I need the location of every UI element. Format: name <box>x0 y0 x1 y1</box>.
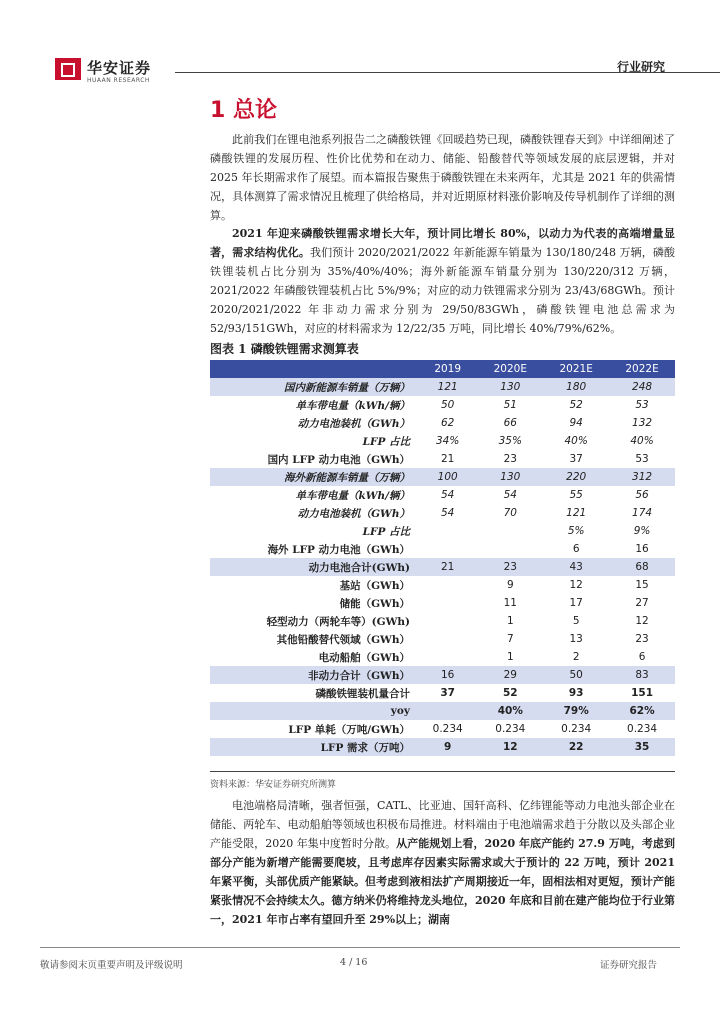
table-row <box>210 522 675 540</box>
table-cell: 37 <box>569 453 583 465</box>
company-logo-icon <box>55 58 81 80</box>
table-row <box>210 594 675 612</box>
table-cell: 43 <box>543 558 609 576</box>
table-row <box>210 720 675 738</box>
table-cell: 79% <box>543 702 609 720</box>
table-cell: 93 <box>568 687 584 699</box>
table-cell: 40% <box>630 435 654 447</box>
table-header-cell <box>210 360 418 378</box>
table-cell: 7 <box>506 633 514 645</box>
table-cell <box>418 612 477 630</box>
row-label: 海外新能源车销量（万辆） <box>210 468 418 486</box>
table-row <box>210 540 675 558</box>
table-cell: 62% <box>609 702 675 720</box>
table-cell: 53 <box>635 399 649 411</box>
row-label: 动力电池合计(GWh) <box>210 558 418 576</box>
table-cell: 0.234 <box>627 723 658 735</box>
table-cell: 83 <box>609 666 675 684</box>
row-label: 电动船舶（GWh） <box>318 651 410 664</box>
page-number: 4 / 16 <box>340 957 368 968</box>
table-cell: 0.234 <box>432 723 463 735</box>
table-row <box>210 738 675 756</box>
table-cell: 40% <box>564 435 588 447</box>
table-row <box>210 432 675 450</box>
table-header-row <box>210 360 675 378</box>
row-label: 非动力合计（GWh） <box>210 666 418 684</box>
table-cell: 54 <box>440 489 455 501</box>
paragraph-demand-lead: 2021 年迎来磷酸铁锂需求增长大年，预计同比增长 80%，以动力为代表的高端增量显著，需求结构优化。 <box>210 227 675 259</box>
table-cell: 50 <box>440 399 455 411</box>
paragraph-supply-lead: 从产能规划上看，2020 年底产能约 27.9 万吨，考虑到部分产能为新增产能需要爬坡，且考虑库存因素实际需求或大于预计的 22 万吨，预计 2021 年紧平衡，头部优质产能紧缺。但考虑到液相法扩产周期接近一年，固相法相对更短，预计产能紧张情况不会持续太久。德方纳米仍将维持龙头地位，2020 年底和目前在建产能均位于行业第一，2021 年市占率有望回升至 29%以上；湖南 <box>210 837 675 926</box>
table-row <box>210 630 675 648</box>
row-label: LFP 占比 <box>362 525 410 538</box>
table-row <box>210 450 675 468</box>
table-row <box>210 666 675 684</box>
table-cell: 220 <box>543 468 609 486</box>
table-cell: 1 <box>506 615 514 627</box>
table-cell: 68 <box>609 558 675 576</box>
table-cell: 248 <box>609 378 675 396</box>
page-header <box>55 58 665 88</box>
table-row <box>210 504 675 522</box>
footer-divider <box>40 947 680 948</box>
table-cell: 23 <box>503 453 517 465</box>
table-cell: 56 <box>635 489 649 501</box>
table-header-cell: 2021E <box>543 360 609 378</box>
table-cell: 54 <box>440 507 455 519</box>
table-bottom-rule <box>210 771 675 772</box>
table-cell: 13 <box>569 633 583 645</box>
row-label: 国内 LFP 动力电池（GWh） <box>267 453 410 466</box>
row-label: 储能（GWh） <box>339 597 410 610</box>
table-cell: 9 <box>418 738 477 756</box>
table-cell: 62 <box>440 417 455 429</box>
table-cell: 9 <box>506 579 514 591</box>
table-cell: 17 <box>569 597 583 609</box>
table-cell: 22 <box>543 738 609 756</box>
table-cell: 312 <box>609 468 675 486</box>
table-cell <box>418 648 477 666</box>
table-cell <box>418 522 477 540</box>
table-cell: 9% <box>633 525 651 537</box>
table-cell: 12 <box>635 615 649 627</box>
row-label: LFP 单耗（万吨/GWh） <box>288 723 410 736</box>
logo-text: 华安证券 <box>87 59 152 77</box>
table-cell: 51 <box>503 399 517 411</box>
table-cell: 70 <box>503 507 517 519</box>
table-header-cell: 2019 <box>418 360 477 378</box>
table-cell: 16 <box>635 543 649 555</box>
row-label: yoy <box>210 702 418 720</box>
table-cell: 15 <box>635 579 649 591</box>
paragraph-supply <box>210 796 675 929</box>
row-label: 其他铅酸替代领域（GWh） <box>276 633 410 646</box>
table-row <box>210 396 675 414</box>
table-cell <box>477 540 543 558</box>
table-cell: 12 <box>477 738 543 756</box>
table-cell: 54 <box>503 489 517 501</box>
table-cell: 29 <box>477 666 543 684</box>
paragraph-intro: 此前我们在锂电池系列报告二之磷酸铁锂《回暖趋势已现，磷酸铁锂春天到》中详细阐述了磷酸铁锂的发展历程、性价比优势和在动力、储能、铅酸替代等领域发展的底层逻辑，并对 2025 年长期需求作了展望。而本篇报告聚焦于磷酸铁锂在未来两年，尤其是 2021 年的供需情况，具体测算了需求情况且梳理了供给格局，并对近期原材料涨价影响及传导机制作了详细的测算。 <box>210 133 675 222</box>
table-cell: 27 <box>635 597 649 609</box>
row-label: 单车带电量（kWh/辆） <box>295 489 410 502</box>
table-cell: 66 <box>503 417 517 429</box>
footer-report-type: 证券研究报告 <box>600 960 658 971</box>
table-cell <box>418 702 477 720</box>
table-cell: 23 <box>477 558 543 576</box>
row-label: LFP 占比 <box>362 435 410 448</box>
table-cell: 52 <box>502 687 518 699</box>
table-cell: 1 <box>506 651 514 663</box>
table-row <box>210 648 675 666</box>
row-label: 海外 LFP 动力电池（GWh） <box>267 543 410 556</box>
table-cell <box>418 594 477 612</box>
footer-disclaimer: 敬请参阅末页重要声明及评级说明 <box>40 960 183 971</box>
table-cell: 34% <box>436 435 460 447</box>
table-cell: 40% <box>477 702 543 720</box>
row-label: 轻型动力（两轮车等）(GWh) <box>266 615 410 628</box>
table-cell: 2 <box>572 651 580 663</box>
table-row <box>210 558 675 576</box>
table-cell: 0.234 <box>561 723 592 735</box>
table-cell: 35% <box>498 435 522 447</box>
logo-subtext: HUAAN RESEARCH <box>87 77 150 84</box>
paragraph-supply-body: 电池端格局清晰，强者恒强，CATL、比亚迪、国轩高科、亿纬锂能等动力电池头部企业在储能、两轮车、电动船舶等领域也积极布局推进。材料端由于电池端需求趋于分散以及头部企业产能受限，2020 年集中度暂时分散。 <box>210 799 675 850</box>
row-label: 磷酸铁锂装机量合计 <box>315 687 410 700</box>
table-cell: 5 <box>572 615 580 627</box>
table-title: 图表 1 磷酸铁锂需求测算表 <box>210 342 359 356</box>
row-label: 国内新能源车销量（万辆） <box>210 378 418 396</box>
row-label: 动力电池装机（GWh） <box>297 417 410 430</box>
paragraph-demand <box>210 224 675 338</box>
table-cell: 151 <box>631 687 654 699</box>
table-cell: 174 <box>632 507 653 519</box>
table-cell <box>418 630 477 648</box>
table-header-cell: 2022E <box>609 360 675 378</box>
table-cell: 130 <box>477 468 543 486</box>
table-cell: 0.234 <box>495 723 526 735</box>
report-category: 行业研究 <box>616 60 665 74</box>
table-cell: 121 <box>566 507 587 519</box>
table-source: 资料来源：华安证券研究所测算 <box>210 780 337 790</box>
table-cell: 52 <box>569 399 583 411</box>
table-cell: 130 <box>477 378 543 396</box>
table-row <box>210 486 675 504</box>
table-cell <box>418 576 477 594</box>
table-row <box>210 576 675 594</box>
table-cell: 16 <box>418 666 477 684</box>
table-cell: 6 <box>638 651 646 663</box>
table-cell: 180 <box>543 378 609 396</box>
table-row <box>210 612 675 630</box>
table-cell: 121 <box>418 378 477 396</box>
row-label: 单车带电量（kWh/辆） <box>295 399 410 412</box>
table-cell <box>477 522 543 540</box>
table-cell: 35 <box>609 738 675 756</box>
row-label: 基站（GWh） <box>339 579 410 592</box>
section-title: 1 总论 <box>210 98 277 123</box>
table-cell: 132 <box>632 417 653 429</box>
paragraph-demand-body: 我们预计 2020/2021/2022 年新能源车销量为 130/180/248 万辆，磷酸铁锂装机占比分别为 35%/40%/40%；海外新能源车销量分别为 130/220/312 万辆，2021/2022 年磷酸铁锂装机占比 5%/9%；对应的动力铁锂需求分别为 23/43/68GWh。预计 2020/2021/2022 年非动力需求分别为 29/50/83GWh，磷酸铁锂电池总需求为 52/93/151GWh，对应的材料需求为 12/22/35 万吨，同比增长 40%/79%/62%。 <box>210 246 675 335</box>
table-cell: 100 <box>418 468 477 486</box>
table-cell: 37 <box>440 687 455 699</box>
table-row <box>210 684 675 702</box>
table-cell: 12 <box>569 579 583 591</box>
table-row <box>210 414 675 432</box>
table-cell: 11 <box>503 597 517 609</box>
table-row <box>210 468 675 486</box>
table-row <box>210 378 675 396</box>
table-cell: 6 <box>572 543 580 555</box>
table-cell: 23 <box>635 633 649 645</box>
table-row <box>210 702 675 720</box>
table-cell: 53 <box>635 453 649 465</box>
table-header-cell: 2020E <box>477 360 543 378</box>
row-label: 动力电池装机（GWh） <box>297 507 410 520</box>
row-label: LFP 需求（万吨） <box>210 738 418 756</box>
demand-table <box>210 360 675 756</box>
table-cell: 94 <box>569 417 583 429</box>
table-cell: 50 <box>543 666 609 684</box>
table-cell: 21 <box>418 558 477 576</box>
table-cell: 5% <box>567 525 585 537</box>
table-cell <box>418 540 477 558</box>
table-cell: 21 <box>440 453 455 465</box>
table-cell: 55 <box>569 489 583 501</box>
